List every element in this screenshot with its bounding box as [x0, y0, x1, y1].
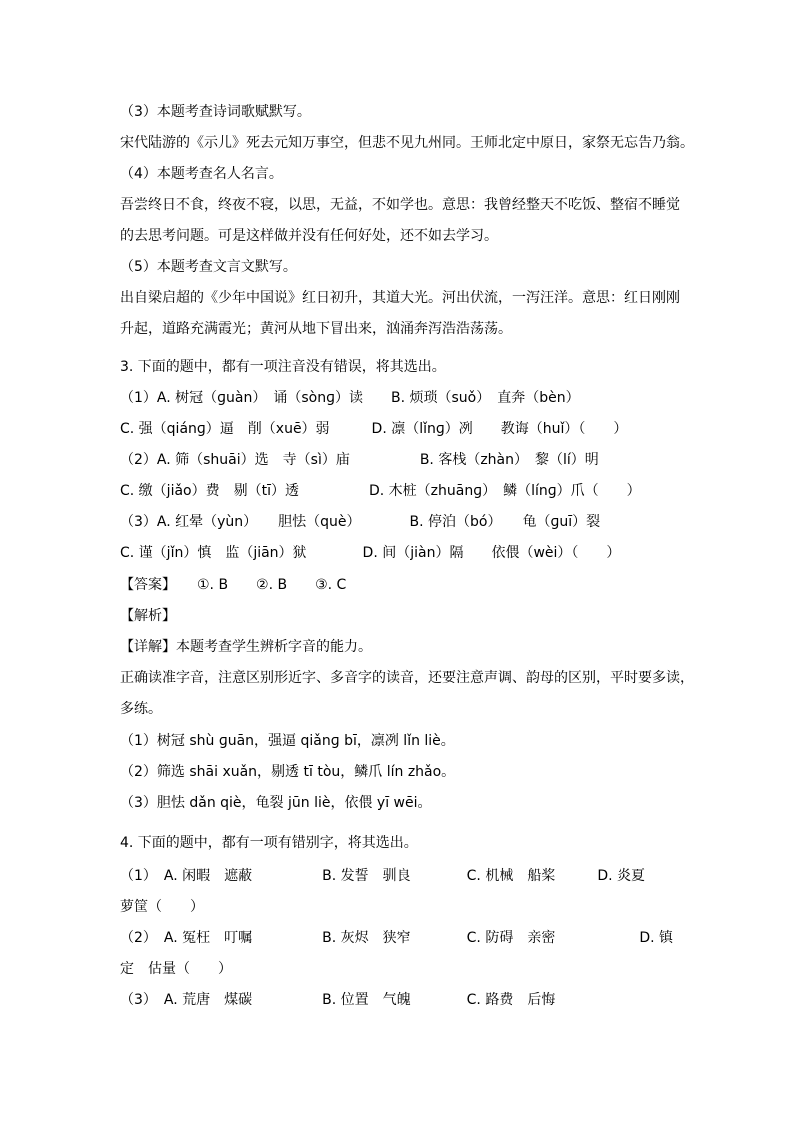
q4-part1-options: （1） A. 闲暇 遮蔽 B. 发誓 驯良 C. 机械 船桨 D. 炎夏	[120, 868, 645, 884]
pinyin-note-3: （3）胆怯 dǎn qiè，龟裂 jūn liè，依偎 yī wēi。	[120, 795, 432, 811]
q4-part2-continued: 定 估量（ ）	[120, 961, 232, 977]
pinyin-note-2: （2）筛选 shāi xuǎn，剔透 tī tòu，鳞爪 lín zhǎo。	[120, 764, 456, 780]
question-3-prompt: 3. 下面的题中，都有一项注音没有错误，将其选出。	[120, 359, 446, 375]
question-4-prompt: 4. 下面的题中，都有一项有错别字，将其选出。	[120, 835, 418, 851]
subsection-3-heading: （3）本题考查诗词歌赋默写。	[120, 104, 311, 120]
q3-part1-option-ab: （1）A. 树冠（ɡuàn） 诵（sònɡ）读 B. 烦琐（suǒ） 直奔（bèn）	[120, 390, 580, 406]
analysis-heading: 【解析】	[120, 608, 176, 624]
classical-answer-line-2: 升起，道路充满霞光；黄河从地下冒出来，汹涌奔泻浩浩荡荡。	[120, 321, 512, 337]
pinyin-note-1: （1）树冠 shù ɡuān，强逼 qiǎnɡ bī，凛冽 lǐn liè。	[120, 733, 455, 749]
q3-part2-option-cd: C. 缴（jiǎo）费 剔（tī）透 D. 木桩（zhuānɡ） 鳞（línɡ）爪（ ）	[120, 483, 641, 499]
q3-part1-option-cd: C. 强（qiánɡ）逼 削（xuē）弱 D. 凛（lǐnɡ）冽 教诲（huǐ）（ ）	[120, 421, 628, 437]
explanation-line-2: 多练。	[120, 701, 162, 717]
q3-part3-option-ab: （3）A. 红晕（yùn） 胆怯（què） B. 停泊（bó） 龟（ɡuī）裂	[120, 514, 601, 530]
q4-part1-continued: 萝筐（ ）	[120, 899, 204, 915]
q3-part2-option-ab: （2）A. 筛（shuāi）选 寺（sì）庙 B. 客栈（zhàn） 黎（lí）明	[120, 452, 599, 468]
q4-part2-options: （2） A. 冤枉 叮嘱 B. 灰烬 狭窄 C. 防碍 亲密 D. 镇	[120, 930, 673, 946]
quote-answer-line-1: 吾尝终日不食，终夜不寝，以思，无益，不如学也。意思：我曾经整天不吃饭、整宿不睡觉	[120, 197, 680, 213]
answer-line: 【答案】 ①. B ②. B ③. C	[120, 577, 347, 593]
classical-answer-line-1: 出自梁启超的《少年中国说》红日初升，其道大光。河出伏流，一泻汪洋。意思：红日刚刚	[120, 290, 680, 306]
q3-part3-option-cd: C. 谨（jǐn）慎 监（jiān）狱 D. 间（jiàn）隔 依偎（wèi）（ ）	[120, 545, 621, 561]
quote-answer-line-2: 的去思考问题。可是这样做并没有任何好处，还不如去学习。	[120, 228, 498, 244]
explanation-line-1: 正确读准字音，注意区别形近字、多音字的读音，还要注意声调、韵母的区别，平时要多读，	[120, 670, 694, 686]
poem-answer-text: 宋代陆游的《示儿》死去元知万事空，但悲不见九州同。王师北定中原日，家祭无忘告乃翁。	[120, 135, 694, 151]
subsection-4-heading: （4）本题考查名人名言。	[120, 166, 283, 182]
detail-explanation: 【详解】本题考查学生辨析字音的能力。	[120, 639, 372, 655]
q4-part3-options: （3） A. 荒唐 煤碳 B. 位置 气魄 C. 路费 后悔	[120, 992, 556, 1008]
subsection-5-heading: （5）本题考查文言文默写。	[120, 259, 297, 275]
